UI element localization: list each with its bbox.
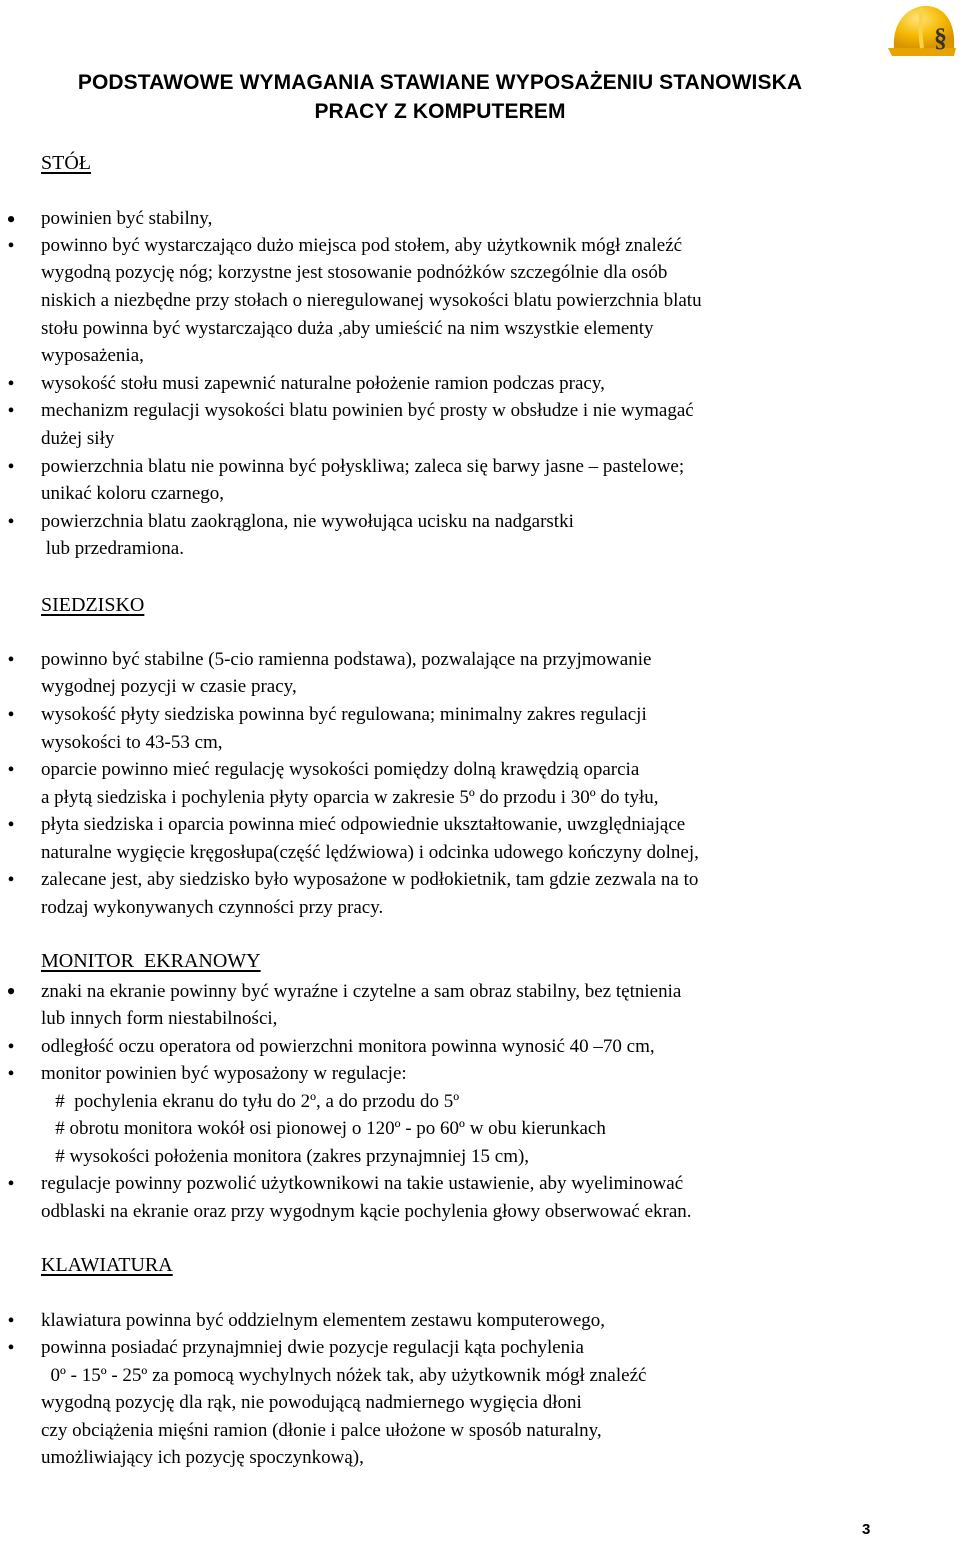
page-number: 3 [862,1521,871,1538]
klawiatura-line-6: umożliwiający ich pozycję spoczynkową), [41,1447,364,1468]
bullet-marker: • [7,1173,15,1195]
monitor-line-1: znaki na ekranie powinny być wyraźne i czytelne a sam obraz stabilny, bez tętnienia [41,981,682,1002]
klawiatura-line-1: klawiatura powinna być oddzielnym elementem zestawu komputerowego, [41,1310,606,1331]
stol-line-13: lub przedramiona. [41,538,184,559]
monitor-line-8: regulacje powinny pozwolić użytkownikowi na takie ustawienie, aby wyeliminować [41,1173,684,1194]
hard-hat-section-sign-icon [886,2,958,68]
siedzisko-line-2: wygodnej pozycji w czasie pracy, [41,676,297,697]
monitor-line-2: lub innych form niestabilności, [41,1008,278,1029]
siedzisko-line-8: naturalne wygięcie kręgosłupa(część lędźwiowa) i odcinka udowego kończyny dolnej, [41,842,699,863]
bullet-marker: • [7,1063,15,1085]
monitor-line-5: # pochylenia ekranu do tyłu do 2º, a do przodu do 5º [41,1091,460,1112]
document-title-line-2: PRACY Z KOMPUTEREM [314,100,566,123]
stol-line-10: powierzchnia blatu nie powinna być połyskliwa; zaleca się barwy jasne – pastelowe; [41,456,685,477]
bullet-marker: • [7,759,15,781]
monitor-line-4: monitor powinien być wyposażony w regulacje: [41,1063,407,1084]
klawiatura-line-2: powinna posiadać przynajmniej dwie pozycje regulacji kąta pochylenia [41,1337,584,1358]
monitor-line-9: odblaski na ekranie oraz przy wygodnym kącie pochylenia głowy obserwować ekran. [41,1201,692,1222]
bullet-marker: • [7,373,15,395]
siedzisko-line-3: wysokość płyty siedziska powinna być regulowana; minimalny zakres regulacji [41,704,647,725]
document-title-line-1: PODSTAWOWE WYMAGANIA STAWIANE WYPOSAŻENIU STANOWISKA [77,71,803,94]
section-heading-stol: STÓŁ [41,152,91,174]
siedzisko-line-6: a płytą siedziska i pochylenia płyty oparcia w zakresie 5º do przodu i 30º do tyłu, [41,787,659,808]
monitor-line-7: # wysokości położenia monitora (zakres przynajmniej 15 cm), [41,1146,530,1167]
stol-line-4: niskich a niezbędne przy stołach o nieregulowanej wysokości blatu powierzchnia blatu [41,290,702,311]
siedzisko-line-7: płyta siedziska i oparcia powinna mieć odpowiednie ukształtowanie, uwzględniające [41,814,686,835]
stol-line-6: wyposażenia, [41,345,144,366]
section-heading-monitor: MONITOR EKRANOWY [41,950,261,972]
siedzisko-line-1: powinno być stabilne (5-cio ramienna podstawa), pozwalające na przyjmowanie [41,649,652,670]
bullet-marker: • [7,400,15,422]
stol-line-9: dużej siły [41,428,115,449]
stol-line-11: unikać koloru czarnego, [41,483,225,504]
section-heading-klawiatura: KLAWIATURA [41,1254,173,1276]
bullet-marker: • [7,456,15,478]
stol-line-2: powinno być wystarczająco dużo miejsca pod stołem, aby użytkownik mógł znaleźć [41,235,683,256]
klawiatura-line-5: czy obciążenia mięśni ramion (dłonie i palce ułożone w sposób naturalny, [41,1420,602,1441]
bullet-marker: • [7,814,15,836]
svg-text:§: § [934,23,947,52]
bullet-marker: • [7,1036,15,1058]
bullet-marker: • [7,704,15,726]
siedzisko-line-4: wysokości to 43-53 cm, [41,732,223,753]
bullet-marker: • [7,511,15,533]
bullet-marker: • [7,869,15,891]
klawiatura-line-4: wygodną pozycję dla rąk, nie powodującą nadmiernego wygięcia dłoni [41,1392,582,1413]
bullet-marker: • [6,977,16,1006]
stol-line-8: mechanizm regulacji wysokości blatu powinien być prosty w obsłudze i nie wymagać [41,400,694,421]
stol-line-7: wysokość stołu musi zapewnić naturalne położenie ramion podczas pracy, [41,373,605,394]
siedzisko-line-10: rodzaj wykonywanych czynności przy pracy. [41,897,384,918]
stol-line-12: powierzchnia blatu zaokrąglona, nie wywołująca ucisku na nadgarstki [41,511,574,532]
klawiatura-line-3: 0º - 15º - 25º za pomocą wychylnych nóżek tak, aby użytkownik mógł znaleźć [41,1365,647,1386]
monitor-line-3: odległość oczu operatora od powierzchni monitora powinna wynosić 40 –70 cm, [41,1036,655,1057]
siedzisko-line-5: oparcie powinno mieć regulację wysokości pomiędzy dolną krawędzią oparcia [41,759,640,780]
monitor-line-6: # obrotu monitora wokół osi pionowej o 120º - po 60º w obu kierunkach [41,1118,606,1139]
stol-line-5: stołu powinna być wystarczająco duża ,aby umieścić na nim wszystkie elementy [41,318,654,339]
section-heading-siedzisko: SIEDZISKO [41,594,145,616]
bullet-marker: • [7,1310,15,1332]
bullet-marker: • [6,205,16,234]
bullet-marker: • [7,235,15,257]
stol-line-1: powinien być stabilny, [41,208,213,229]
stol-line-3: wygodną pozycję nóg; korzystne jest stosowanie podnóżków szczególnie dla osób [41,262,668,283]
bullet-marker: • [7,649,15,671]
bullet-marker: • [7,1337,15,1359]
siedzisko-line-9: zalecane jest, aby siedzisko było wyposażone w podłokietnik, tam gdzie zezwala na to [41,869,699,890]
